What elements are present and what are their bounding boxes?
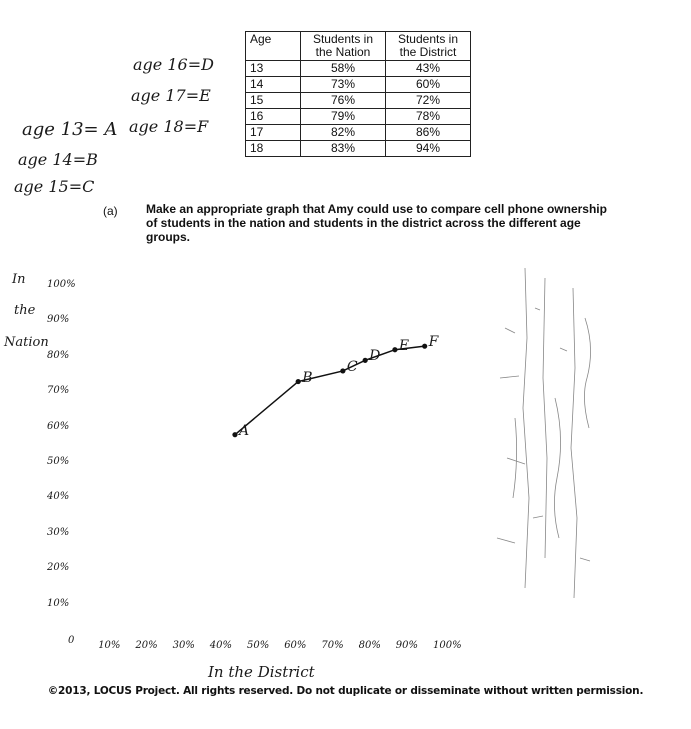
data-point	[340, 368, 345, 373]
annotation-age-16: age 16=D	[133, 55, 214, 74]
x-tick-label: 30%	[172, 640, 195, 651]
cell-nation: 79%	[301, 109, 386, 125]
cell-age: 17	[246, 125, 301, 141]
cell-nation: 83%	[301, 141, 386, 157]
data-point	[363, 358, 368, 363]
cell-district: 43%	[386, 61, 471, 77]
annotation-age-15: age 15=C	[14, 177, 95, 196]
plot-line	[235, 346, 425, 435]
cell-age: 14	[246, 77, 301, 93]
erased-scribble-marks	[485, 258, 605, 618]
cell-district: 78%	[386, 109, 471, 125]
header-age: Age	[246, 32, 301, 61]
cell-nation: 73%	[301, 77, 386, 93]
cell-nation: 58%	[301, 61, 386, 77]
copyright-footer: ©2013, LOCUS Project. All rights reserved. Do not duplicate or disseminate without written permission.	[47, 685, 644, 697]
header-nation: Students in the Nation	[301, 32, 386, 61]
y-axis-title-line1: In	[12, 272, 26, 287]
point-label: E	[398, 337, 410, 354]
y-tick-label: 80%	[47, 349, 70, 361]
y-tick-label: 100%	[47, 279, 76, 290]
y-axis-title-line2: the	[14, 303, 36, 318]
data-points	[232, 344, 427, 438]
data-point	[232, 432, 237, 437]
y-tick-label: 40%	[47, 491, 70, 503]
y-tick-label: 50%	[47, 456, 70, 467]
y-tick-label: 70%	[47, 385, 70, 397]
annotation-age-14: age 14=B	[18, 150, 98, 169]
x-tick-label: 40%	[209, 640, 233, 651]
cell-district: 86%	[386, 125, 471, 141]
data-point	[422, 344, 427, 349]
point-label: B	[302, 369, 313, 386]
x-tick-label: 10%	[98, 640, 121, 651]
data-point	[392, 347, 397, 352]
point-label: F	[428, 334, 439, 351]
annotation-age-17: age 17=E	[131, 86, 211, 105]
cell-age: 16	[246, 109, 301, 125]
x-tick-label: 20%	[135, 640, 158, 651]
x-tick-label: 80%	[358, 640, 381, 651]
x-tick-label: 50%	[247, 640, 270, 651]
y-tick-label: 90%	[47, 314, 70, 326]
point-label: C	[346, 358, 358, 375]
cell-nation: 76%	[301, 93, 386, 109]
point-label: D	[369, 348, 381, 365]
header-district: Students in the District	[386, 32, 471, 61]
question-label: (a)	[103, 204, 118, 218]
x-tick-label: 60%	[284, 640, 307, 651]
cell-age: 18	[246, 141, 301, 157]
x-axis-title: In the District	[208, 663, 315, 681]
y-tick-label: 60%	[47, 420, 70, 432]
cell-age: 13	[246, 61, 301, 77]
question-text: Make an appropriate graph that Amy could use to compare cell phone ownership of students in the nation and students in the district across the different age groups.	[146, 202, 607, 244]
x-tick-label: 90%	[395, 640, 419, 651]
y-tick-label: 10%	[47, 597, 70, 609]
cell-nation: 82%	[301, 125, 386, 141]
connecting-line	[235, 346, 425, 435]
y-tick-label: 30%	[47, 526, 70, 538]
x-tick-label: 100%	[433, 640, 462, 651]
x-tick-label: 70%	[321, 640, 344, 651]
data-point	[296, 379, 301, 384]
origin-label: 0	[68, 635, 75, 646]
annotation-age-18: age 18=F	[129, 117, 209, 136]
point-label: A	[238, 422, 250, 439]
cell-age: 15	[246, 93, 301, 109]
cell-district: 94%	[386, 141, 471, 157]
cell-district: 72%	[386, 93, 471, 109]
y-axis-title-line3: Nation	[4, 335, 49, 350]
cell-district: 60%	[386, 77, 471, 93]
annotation-age-13: age 13= A	[22, 119, 118, 140]
y-tick-label: 20%	[47, 562, 70, 574]
